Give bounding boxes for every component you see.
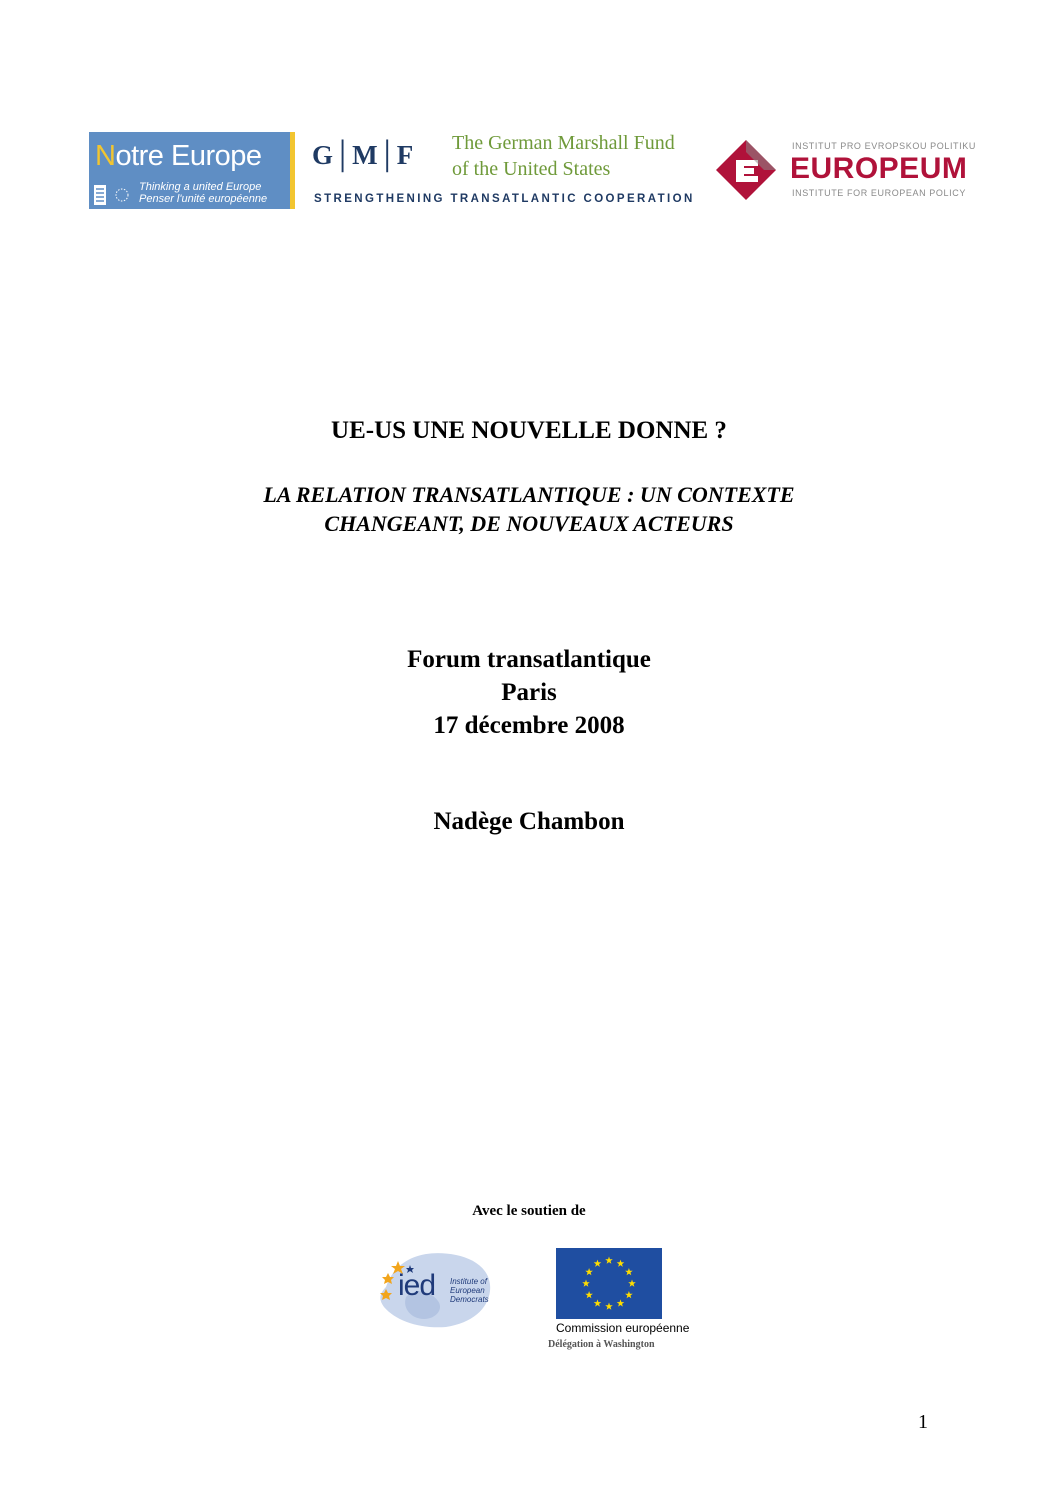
- notre-europe-name: Notre Europe: [95, 140, 262, 172]
- subtitle-line-1: LA RELATION TRANSATLANTIQUE : UN CONTEXTE: [263, 482, 795, 507]
- europeum-logo: [714, 138, 976, 204]
- eu-flag-icon: [556, 1248, 662, 1319]
- page-number: 1: [918, 1411, 928, 1433]
- gmf-name-line2: of the United States: [452, 158, 611, 180]
- document-subtitle: [0, 480, 1058, 538]
- notre-europe-tagline-en: Thinking a united Europe: [139, 181, 262, 193]
- ied-subtitle-2: European: [450, 1286, 485, 1295]
- author-name: Nadège Chambon: [433, 808, 625, 835]
- ied-logo: [376, 1247, 496, 1329]
- event-city: Paris: [501, 679, 557, 706]
- notre-europe-tagline-fr: Penser l'unité européenne: [139, 193, 268, 205]
- ied-name: ied: [398, 1269, 436, 1302]
- gmf-letters: G│M│F: [312, 140, 414, 170]
- europeum-top-line: INSTITUT PRO EVROPSKOU POLITIKU: [792, 141, 976, 151]
- document-title: UE-US UNE NOUVELLE DONNE ?: [331, 417, 727, 444]
- european-commission-logo: [548, 1248, 696, 1358]
- gmf-name-line1: The German Marshall Fund: [452, 132, 675, 154]
- support-label: Avec le soutien de: [472, 1203, 586, 1219]
- ec-name: Commission européenne: [556, 1321, 690, 1335]
- document-icon: [94, 185, 134, 205]
- event-info: [0, 643, 1058, 742]
- europeum-bottom-line: INSTITUTE FOR EUROPEAN POLICY: [792, 188, 966, 198]
- europeum-mark-icon: [714, 138, 778, 202]
- ied-subtitle-3: Democrats: [450, 1295, 489, 1304]
- notre-europe-logo: [89, 132, 295, 209]
- gmf-tagline: STRENGTHENING TRANSATLANTIC COOPERATION: [314, 193, 695, 205]
- event-date: 17 décembre 2008: [433, 712, 625, 739]
- ied-subtitle-1: Institute of: [450, 1277, 487, 1286]
- subtitle-line-2: CHANGEANT, DE NOUVEAUX ACTEURS: [324, 511, 734, 536]
- gmf-logo: [312, 130, 695, 210]
- ec-delegation: Délégation à Washington: [548, 1339, 655, 1350]
- event-name: Forum transatlantique: [407, 646, 651, 673]
- europeum-name: EUROPEUM: [790, 152, 968, 185]
